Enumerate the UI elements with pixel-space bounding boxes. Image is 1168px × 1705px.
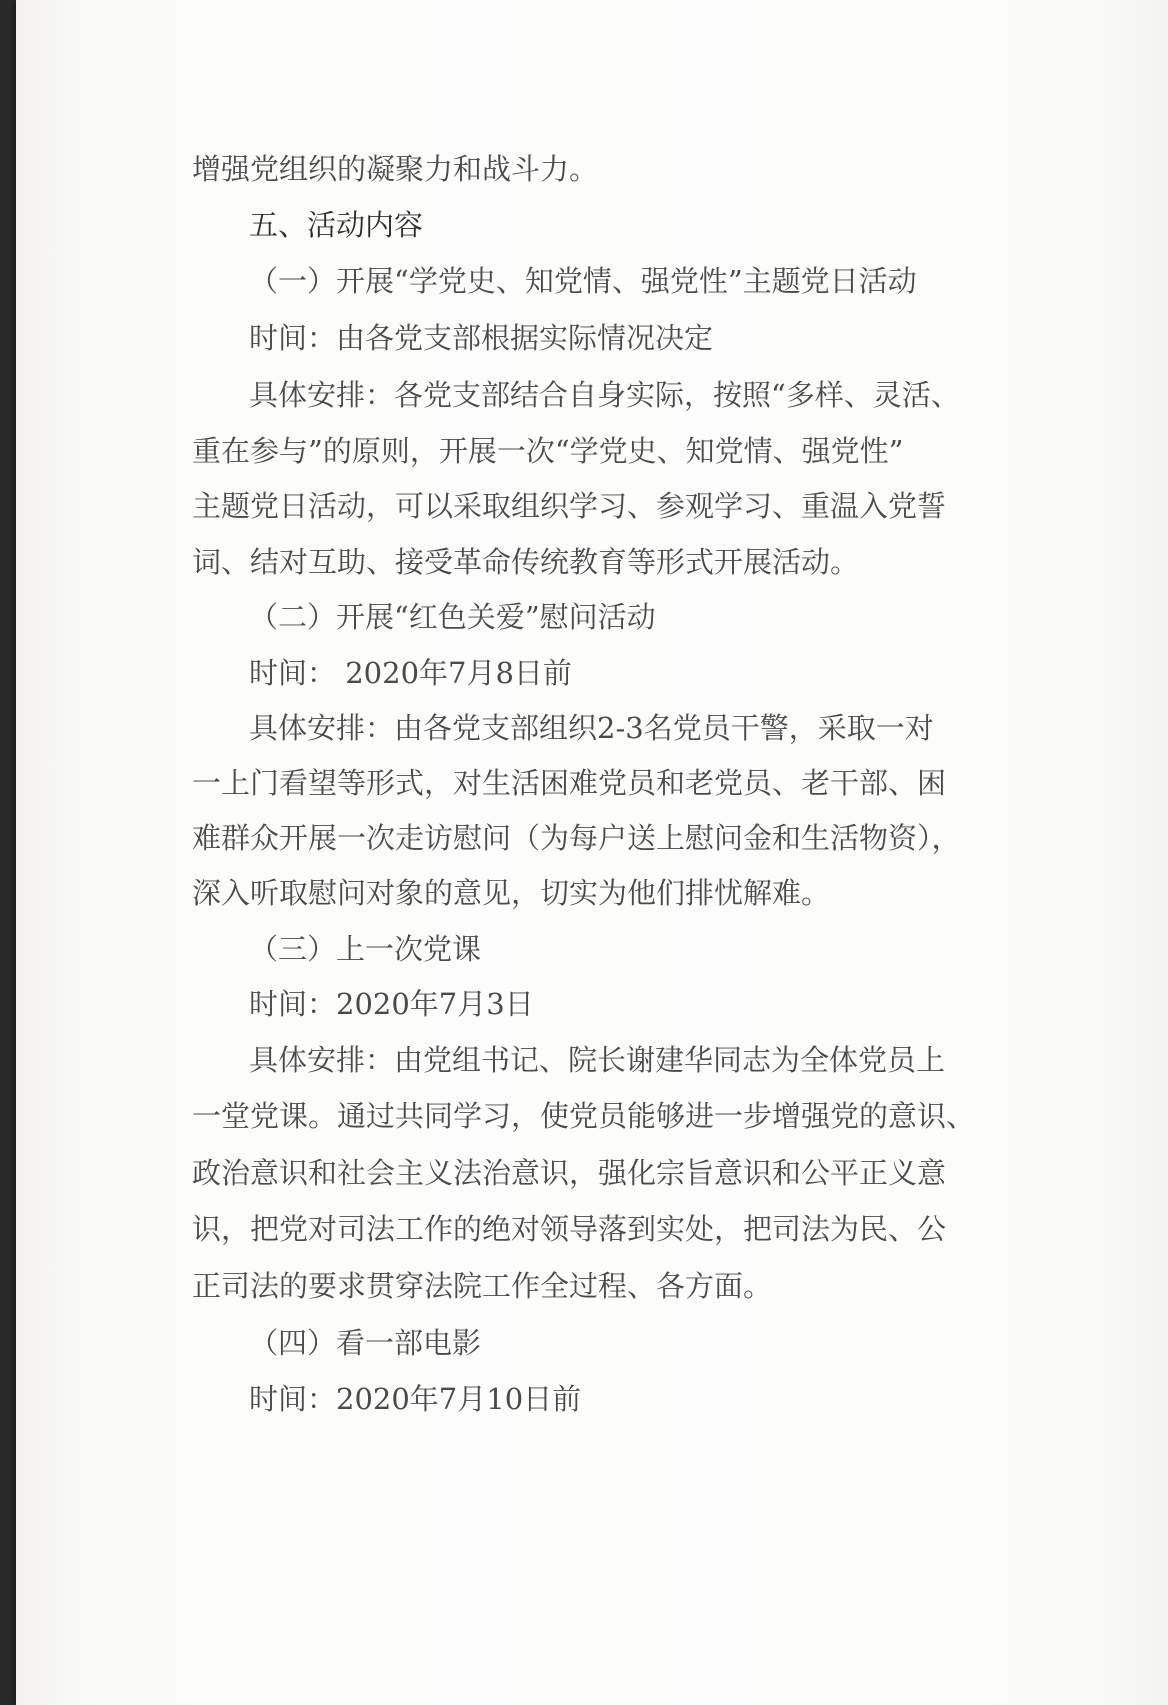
subsection-heading: （二）开展“红色关爱”慰问活动 (249, 600, 656, 634)
paragraph-line: 深入听取慰问对象的意见，切实为他们排忧解难。 (192, 876, 831, 910)
paragraph-line: 一上门看望等形式，对生活困难党员和老党员、老干部、困 (192, 766, 947, 800)
paragraph-line: 正司法的要求贯穿法院工作全过程、各方面。 (192, 1269, 773, 1303)
paragraph-line: 识，把党对司法工作的绝对领导落到实处，把司法为民、公 (192, 1212, 947, 1246)
subsection-heading: （三）上一次党课 (249, 932, 482, 966)
paragraph-line: 词、结对互助、接受革命传统教育等形式开展活动。 (192, 545, 860, 579)
paragraph-line: 政治意识和社会主义法治意识，强化宗旨意识和公平正义意 (192, 1156, 947, 1190)
paragraph-line: 具体安排：各党支部结合自身实际，按照“多样、灵活、 (249, 378, 960, 412)
paragraph-line: 难群众开展一次走访慰问（为每户送上慰问金和生活物资）， (192, 821, 961, 855)
paragraph-line: 一堂党课。通过共同学习，使党员能够进一步增强党的意识、 (192, 1099, 976, 1133)
paragraph-line: 具体安排：由党组书记、院长谢建华同志为全体党员上 (249, 1043, 946, 1077)
section-heading: 五、活动内容 (249, 208, 424, 242)
paragraph-line: 主题党日活动，可以采取组织学习、参观学习、重温入党誓 (192, 489, 947, 523)
paragraph-line: 具体安排：由各党支部组织2-3名党员干警，采取一对 (249, 711, 934, 745)
subsection-heading: （四）看一部电影 (249, 1326, 482, 1360)
time-line: 时间：由各党支部根据实际情况决定 (249, 321, 714, 355)
time-line: 时间： 2020年7月8日前 (249, 656, 572, 690)
time-line: 时间：2020年7月3日 (249, 987, 534, 1021)
time-line: 时间：2020年7月10日前 (249, 1382, 582, 1416)
paragraph-line: 重在参与”的原则，开展一次“学党史、知党情、强党性” (192, 434, 904, 468)
paragraph-line: 增强党组织的凝聚力和战斗力。 (192, 152, 599, 186)
subsection-heading: （一）开展“学党史、知党情、强党性”主题党日活动 (249, 264, 917, 298)
document-page (16, 0, 1168, 1705)
